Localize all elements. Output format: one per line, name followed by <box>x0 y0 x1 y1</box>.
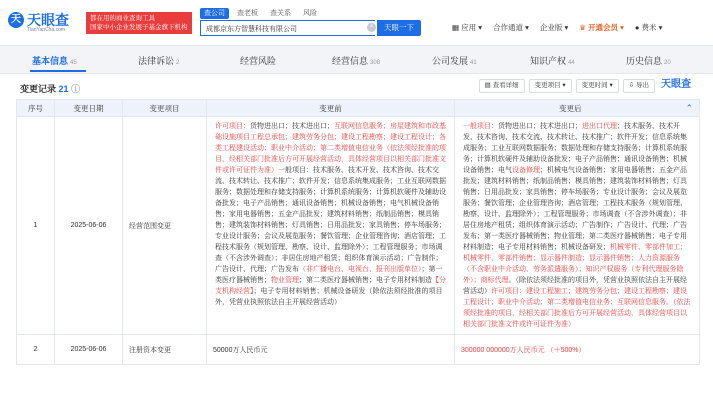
export-button[interactable]: ⇩ 导出 <box>623 79 655 93</box>
search-tab-boss[interactable]: 查老板 <box>237 10 258 17</box>
row-before: 50000万人民币元 <box>207 335 455 365</box>
text-segment: 货物进出口；技术进出口； <box>498 123 582 130</box>
section-nav <box>0 46 713 74</box>
table-header-row <box>17 100 700 117</box>
col-after: 变更后 ⌃ <box>455 100 700 117</box>
text-segment: ；机械电气设备销售；家用电器销售；五金产品批发；建筑材料销售；纸制品销售；模具销售；建筑装饰材料销售；灯具销售；日用品批发；家具销售；停车场服务；专业设计服务；会议及展览服务；餐饮管理；企业管理咨询；酒店管理；工程技术服务（规划管理、勘察、设计、监理除外）；工程管理服务；市场调查（不含涉外调查）；非居住房地产租赁；组织体育演示活动；广告制作；广告设计、代理；广告发布；第一类医疗器械销售；物业管理；第二类医疗器械销售；电子专用材料制造；电子专用材料销售；机械设备研发； <box>463 167 687 251</box>
tab-legal[interactable]: 法律诉讼 2 <box>138 56 180 66</box>
col-before: 变更前 <box>207 100 455 117</box>
search-tab-company[interactable]: 查公司 <box>200 8 229 19</box>
tab-history[interactable]: 历史信息 20 <box>626 56 671 66</box>
text-segment: 技术服务、技术开发、技术咨询、技术交流、技术转让、技术推广；软件开发；信息系统集成服务；工业互联网数据服务；数据处理和存储支持服务；计算机系统服务；计算机软硬件及辅助设备批发；电子产品销售；通讯设备销售；机械设备销售；电气机械设备销售；家用电器销售；五金产品批发；建筑材料销售；纸制品销售；模具销售；建筑装饰材料销售；灯具销售；日用品批发；家具销售；停车场服务；专业设计服务；会议及展览服务；餐饮管理；企业管理咨询；酒店管理；工程技术服务（规划管理、勘察、设计、监理除外）；工程管理服务；市场调查（不含涉外调查）；非居住房地产租赁；组织体育演示活动；广告制作；广告设计、代理；广告发布 <box>215 167 446 273</box>
changed-text: 【分支机构经营】 <box>215 277 446 295</box>
nav-partner[interactable]: 合作通道 ▾ <box>493 23 529 32</box>
filter-item-dropdown[interactable]: 变更项目 ▾ <box>529 79 572 93</box>
changed-text: 建设工程施工；建筑劳务分包；建设工程勘察；建设工程设计；职业中介活动；第二类增值电信业务；互联网信息服务。（依法须经批准的项目，经相关部门批准后方可开展经营活动，具体经营项目以相关部门批准文件或许可证件为准） <box>463 288 691 328</box>
changed-text: 设备修理 <box>512 167 540 174</box>
section-title: 变更记录 21 ⓘ <box>20 84 81 94</box>
row-date: 2025-06-06 <box>55 335 123 365</box>
logo-icon: 天 <box>8 12 24 28</box>
view-detail-button[interactable]: ▤ 查看详细 <box>479 79 525 93</box>
search-button[interactable]: 天眼一下 <box>377 20 421 36</box>
table-row <box>17 117 700 335</box>
text-segment: ；第二类医疗器械销售；电子专用材料制造 <box>299 277 432 284</box>
changed-text: （非广播电台、电视台、报刊出版单位） <box>299 266 422 273</box>
search-tab-relation[interactable]: 查关系 <box>270 10 291 17</box>
top-bar <box>0 0 713 46</box>
tab-development[interactable]: 公司发展 41 <box>432 56 477 66</box>
logo-name: 天眼查 <box>27 12 69 28</box>
collapse-icon[interactable]: ⌃ <box>685 102 693 113</box>
row-before <box>207 117 455 335</box>
row-index: 2 <box>17 335 55 365</box>
text-segment: ；技术服务、技术开发、技术咨询、技术交流、技术转让、技术推广；软件开发；信息系统集成服务；工业互联网数据服务；数据处理和存储支持服务；计算机系统服务；计算机软硬件及辅助设备批发；电子产品销售；通讯设备销售；机械设备销售；电气 <box>463 123 687 174</box>
section-tools <box>479 79 693 93</box>
clear-icon[interactable]: × <box>367 23 376 32</box>
nav-vip[interactable]: ♛ 开通会员 ▾ <box>579 23 624 32</box>
filter-time-dropdown[interactable]: 变更时间 ▾ <box>576 79 619 93</box>
tab-ip[interactable]: 知识产权 44 <box>530 56 575 66</box>
changed-text: 许可项目： <box>215 123 250 130</box>
section-header <box>0 74 713 98</box>
tab-operation[interactable]: 经营信息 308 <box>332 56 381 66</box>
col-date: 变更日期 <box>55 100 123 117</box>
text-segment: ；第一类医疗器械销售； <box>215 266 443 284</box>
nav-enterprise[interactable]: 企业版 ▾ <box>539 23 569 32</box>
changed-text: 许可项目： <box>491 288 526 295</box>
change-record-table <box>16 99 700 365</box>
table-row <box>17 335 700 365</box>
nav-user[interactable]: ● 费米 ▾ <box>634 23 663 32</box>
search-input[interactable]: 成都京东方智慧科技有限公司 <box>200 20 375 36</box>
nav-apps[interactable]: ▦ 应用 ▾ <box>452 23 483 32</box>
text-segment: 一般项目： <box>278 167 313 174</box>
row-item: 经营范围变更 <box>123 117 207 335</box>
search-tabs <box>200 8 321 19</box>
row-item: 注册资本变更 <box>123 335 207 365</box>
promo-badge[interactable]: 都在用的商业查询工具 国家中小企业发展子基金旗下机构 <box>86 12 192 34</box>
tab-risk[interactable]: 经营风险 <box>240 56 277 66</box>
top-nav <box>452 22 662 33</box>
changed-text: 一般项目： <box>463 123 498 130</box>
changed-text: 互联网信息服务；房屋建筑和市政基础设施项目工程总承包；建筑劳务分包；建设工程勘察；建设工程设计；各类工程建设活动；职业中介活动；第二类增值电信业务（依法须经批准的项目，经相关部门批准后方可开展经营活动，具体经营项目以相关部门批准文件或许可证件为准） <box>215 123 446 174</box>
changed-text: 机械零件、零部件加工；机械零件、零部件销售；显示器件制造；显示器件销售；人力资源服务（不含职业中介活动、劳务派遣服务）；知识产权服务（专利代理服务除外）；商标代理 <box>463 244 687 284</box>
logo[interactable] <box>8 10 78 36</box>
row-after: 300000 000000万人民币元 （＋500%） <box>455 335 700 365</box>
row-after <box>455 117 700 335</box>
tab-basic-info[interactable]: 基本信息 45 <box>32 56 77 66</box>
changed-text: 进出口代理 <box>582 123 617 130</box>
text-segment: 。（除依法须经批准的项目外，凭营业执照依法自主开展经营活动） <box>463 277 687 295</box>
text-segment: 货物进出口；技术进出口； <box>250 123 334 130</box>
logo-subtitle: TianYanCha.com <box>27 27 66 33</box>
search-tab-risk[interactable]: 风险 <box>303 10 317 17</box>
text-segment: ；电子专用材料销售；机械设备研发（除依法须经批准的项目外，凭营业执照依法自主开展经营活动） <box>215 288 443 306</box>
active-tab-indicator <box>30 70 86 72</box>
row-date: 2025-06-06 <box>55 117 123 335</box>
col-index: 序号 <box>17 100 55 117</box>
row-index: 1 <box>17 117 55 335</box>
col-item: 变更项目 <box>123 100 207 117</box>
brand-watermark: 天眼查 <box>659 79 693 93</box>
changed-text: 物业管理 <box>271 277 299 284</box>
